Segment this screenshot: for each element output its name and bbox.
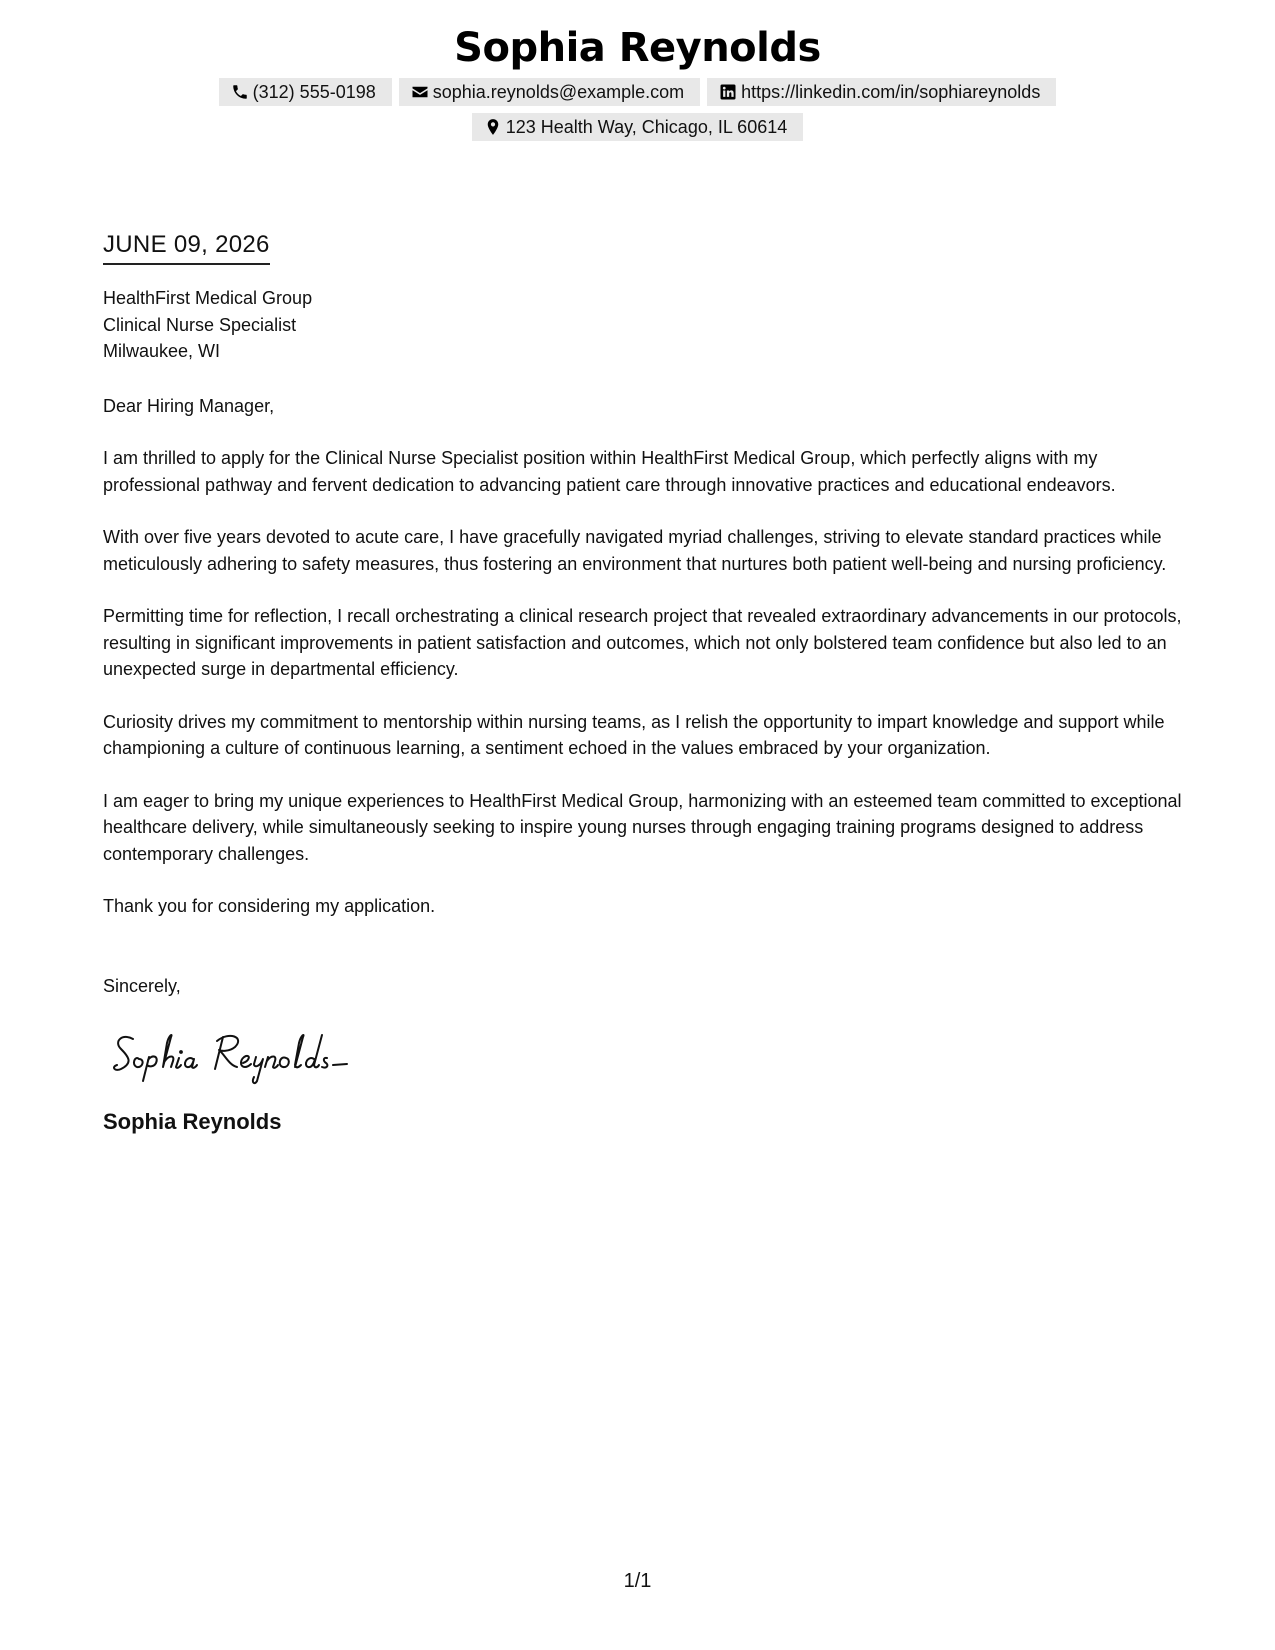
thanks-line: Thank you for considering my application. xyxy=(103,896,436,916)
recipient-company: HealthFirst Medical Group xyxy=(103,288,313,308)
address-text: 123 Health Way, Chicago, IL 60614 xyxy=(505,116,788,137)
contact-phone xyxy=(219,78,392,106)
body-paragraph: Curiosity drives my commitment to mentorship within nursing teams, as I relish the opportunity to impart knowledge and support while championing a culture of continuous learning, a sentiment echoed in the values embraced by your organization. xyxy=(103,711,1165,758)
envelope-icon xyxy=(411,83,429,101)
recipient-position: Clinical Nurse Specialist xyxy=(103,314,297,335)
body-paragraph: Permitting time for reflection, I recall orchestrating a clinical research project that revealed extraordinary advancements in our protocols, resulting in significant improvements in patient satisfaction and outcomes, which not only bolstered team confidence but also led to an unexpected surge in departmental efficiency. xyxy=(103,606,1182,679)
signature-image xyxy=(111,1025,361,1085)
body-paragraph: I am thrilled to apply for the Clinical Nurse Specialist position within HealthFirst Medical Group, which perfectly aligns with my professional pathway and fervent dedication to advancing patient care through innovative practices and educational endeavors. xyxy=(103,448,1116,495)
body-paragraph: I am eager to bring my unique experiences to HealthFirst Medical Group, harmonizing with an esteemed team committed to exceptional healthcare delivery, while simultaneously seeking to inspire young nurses through engaging training programs designed to address contemporary challenges. xyxy=(103,790,1182,864)
salutation: Dear Hiring Manager, xyxy=(103,395,275,416)
contact-email xyxy=(399,78,700,106)
contact-address xyxy=(472,113,804,141)
signer-name: Sophia Reynolds xyxy=(103,1108,282,1134)
email-text: sophia.reynolds@example.com xyxy=(432,81,685,102)
letter-date: JUNE 09, 2026 xyxy=(103,228,270,265)
linkedin-icon xyxy=(719,83,737,101)
recipient-location: Milwaukee, WI xyxy=(103,341,221,361)
contact-row-secondary xyxy=(0,113,1275,141)
page-number: 1/1 xyxy=(623,1570,652,1592)
applicant-name: Sophia Reynolds xyxy=(454,25,821,71)
recipient-block xyxy=(103,285,1183,365)
letter-header xyxy=(0,20,1275,141)
phone-text: (312) 555-0198 xyxy=(252,81,376,102)
linkedin-text: https://linkedin.com/in/sophiareynolds xyxy=(741,81,1041,102)
phone-icon xyxy=(231,83,249,101)
map-marker-icon xyxy=(484,118,502,136)
contact-row-primary xyxy=(0,78,1275,106)
contact-linkedin xyxy=(707,78,1056,106)
letter-body xyxy=(103,228,1183,1137)
closing-line: Sincerely, xyxy=(103,975,181,996)
body-paragraph: With over five years devoted to acute care, I have gracefully navigated myriad challenges, striving to elevate standard practices while meticulously adhering to safety measures, thus fostering an environment that nurtures both patient well-being and nursing proficiency. xyxy=(103,527,1167,574)
